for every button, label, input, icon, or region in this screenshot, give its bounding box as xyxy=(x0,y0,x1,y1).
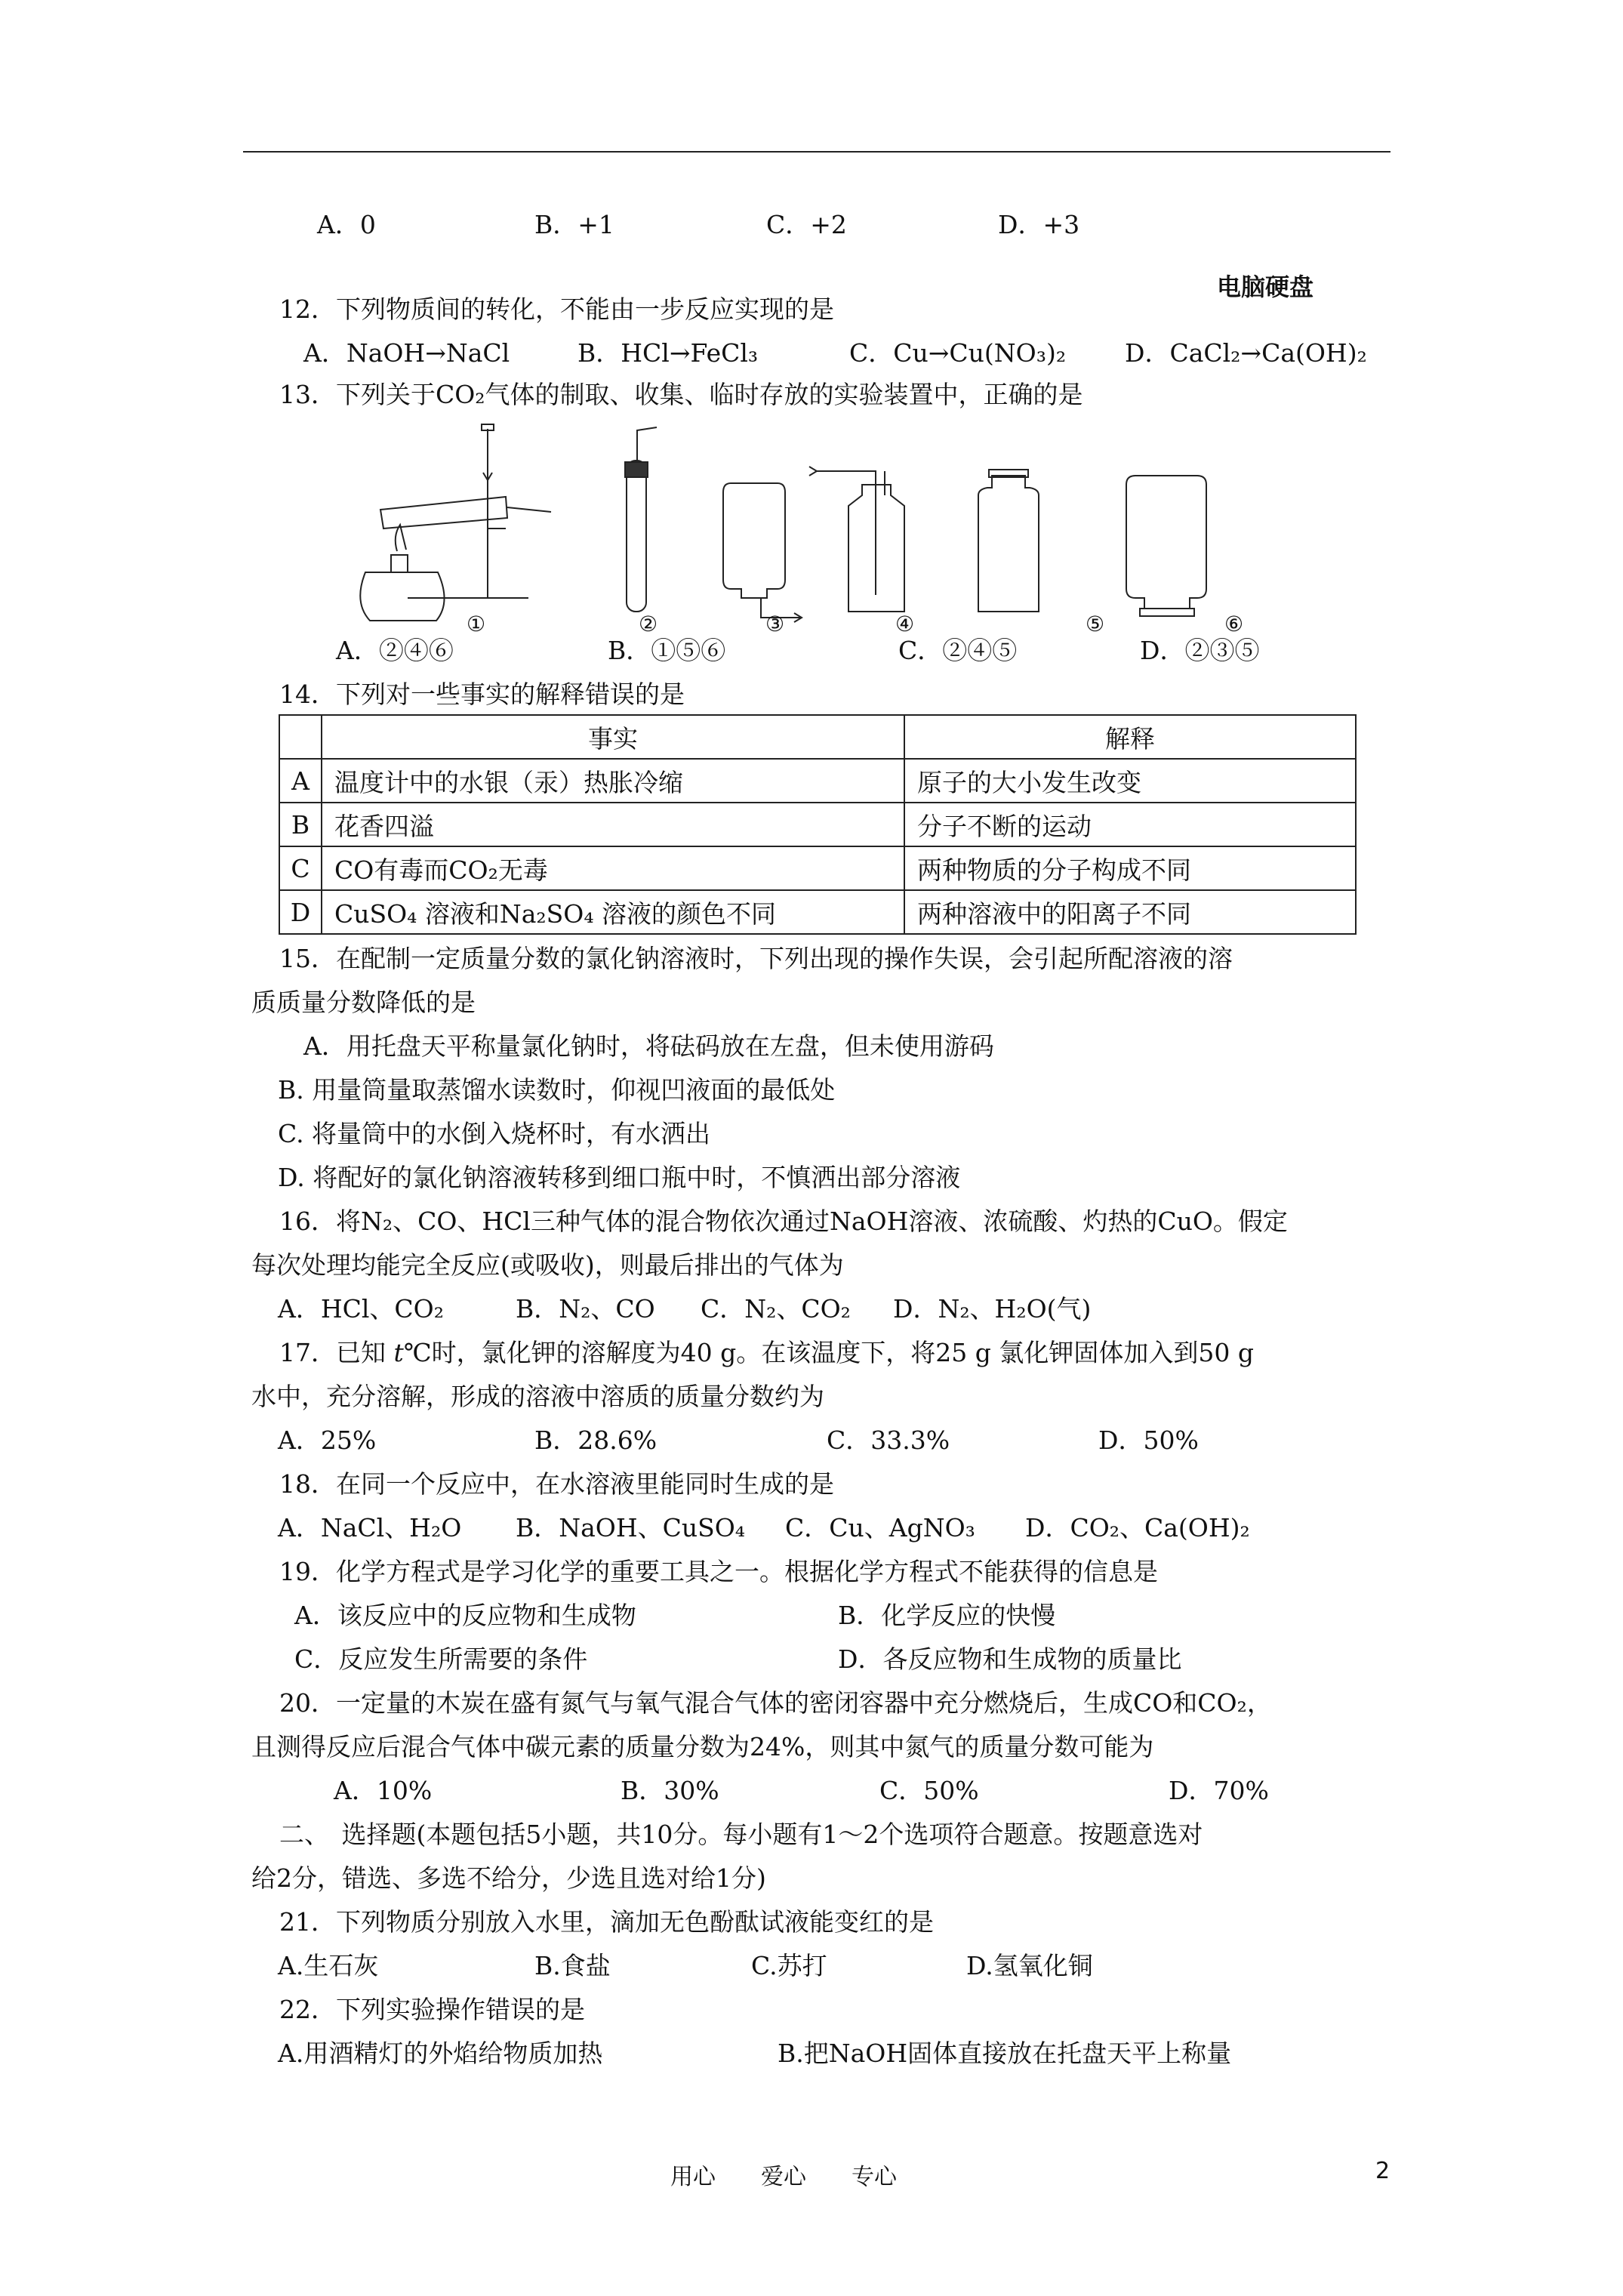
q16-option-a: A．HCl、CO₂ xyxy=(278,1294,444,1324)
q22-option-a: A.用酒精灯的外焰给物质加热 xyxy=(278,2039,603,2068)
q15-option-c: C. 将量筒中的水倒入烧杯时，有水洒出 xyxy=(278,1119,711,1148)
q17-stem-line1 xyxy=(279,1338,1254,1368)
q20-option-a: A．10% xyxy=(334,1776,433,1805)
row-explain: 两种溶液中的阳离子不同 xyxy=(904,890,1356,934)
q18-option-d: D．CO₂、Ca(OH)₂ xyxy=(1025,1513,1250,1542)
q17-stem-line2: 水中，充分溶解，形成的溶液中溶质的质量分数约为 xyxy=(251,1382,824,1411)
q18-option-c: C．Cu、AgNO₃ xyxy=(785,1513,975,1542)
q19-option-a: A．该反应中的反应物和生成物 xyxy=(294,1601,636,1630)
table-header-explain: 解释 xyxy=(904,715,1356,759)
header-rule xyxy=(243,151,1390,153)
q14-stem: 14．下列对一些事实的解释错误的是 xyxy=(279,680,685,709)
q16-stem-line2: 每次处理均能完全反应(或吸收)，则最后排出的气体为 xyxy=(251,1250,844,1280)
row-key: B xyxy=(279,803,322,846)
apparatus-label-2: ② xyxy=(639,612,658,636)
row-explain: 原子的大小发生改变 xyxy=(904,759,1356,803)
q18-stem: 18．在同一个反应中，在水溶液里能同时生成的是 xyxy=(279,1469,834,1499)
q12-option-b: B．HCl→FeCl₃ xyxy=(577,338,759,368)
row-explain: 两种物质的分子构成不同 xyxy=(904,846,1356,890)
row-fact: 花香四溢 xyxy=(322,803,904,846)
row-fact: 温度计中的水银（汞）热胀冷缩 xyxy=(322,759,904,803)
row-fact: CuSO₄ 溶液和Na₂SO₄ 溶液的颜色不同 xyxy=(322,890,904,934)
apparatus-label-6: ⑥ xyxy=(1224,612,1244,636)
q11-option-a: A．0 xyxy=(317,210,376,239)
row-key: A xyxy=(279,759,322,803)
q15-stem-line2: 质质量分数降低的是 xyxy=(251,988,476,1017)
row-key: D xyxy=(279,890,322,934)
row-fact: CO有毒而CO₂无毒 xyxy=(322,846,904,890)
q13-option-a: A．②④⑥ xyxy=(336,636,454,665)
row-explain: 分子不断的运动 xyxy=(904,803,1356,846)
q17-variable-t: t xyxy=(393,1338,404,1367)
q18-option-b: B．NaOH、CuSO₄ xyxy=(516,1513,746,1542)
q17-option-a: A．25% xyxy=(278,1425,377,1455)
apparatus-3-inverted-bottle xyxy=(723,483,802,622)
q13-option-b: B．①⑤⑥ xyxy=(608,636,726,665)
apparatus-drawing xyxy=(347,423,1283,642)
row-key: C xyxy=(279,846,322,890)
q11-option-b: B．+1 xyxy=(534,210,614,239)
q17-option-c: C．33.3% xyxy=(827,1425,950,1455)
apparatus-label-1: ① xyxy=(467,612,486,636)
q16-stem-line1: 16．将N₂、CO、HCl三种气体的混合物依次通过NaOH溶液、浓硫酸、灼热的CuO。假定 xyxy=(279,1207,1288,1236)
apparatus-5-upright-bottle xyxy=(978,470,1039,612)
q17-option-d: D．50% xyxy=(1098,1425,1199,1455)
q11-option-c: C．+2 xyxy=(766,210,847,239)
apparatus-label-4: ④ xyxy=(895,612,915,636)
facts-table xyxy=(279,714,1357,935)
q20-stem-line2: 且测得反应后混合气体中碳元素的质量分数为24%，则其中氮气的质量分数可能为 xyxy=(251,1732,1154,1761)
table-row xyxy=(279,759,1356,803)
q12-option-d: D．CaCl₂→Ca(OH)₂ xyxy=(1125,338,1367,368)
q20-stem-line1: 20．一定量的木炭在盛有氮气与氧气混合气体的密闭容器中充分燃烧后，生成CO和CO₂， xyxy=(279,1688,1272,1718)
apparatus-label-5: ⑤ xyxy=(1086,612,1105,636)
q22-option-b: B.把NaOH固体直接放在托盘天平上称量 xyxy=(778,2039,1232,2068)
table-row xyxy=(279,846,1356,890)
q11-option-d: D．+3 xyxy=(998,210,1080,239)
apparatus-6-inverted-bottle xyxy=(1126,476,1206,616)
q17-stem-prefix: 17．已知 xyxy=(279,1338,394,1367)
q19-option-d: D．各反应物和生成物的质量比 xyxy=(838,1644,1182,1674)
header-brand: 电脑硬盘 xyxy=(1217,273,1314,301)
q12-option-c: C．Cu→Cu(NO₃)₂ xyxy=(849,338,1067,368)
apparatus-label-3: ③ xyxy=(765,612,785,636)
footer-motto: 用心 爱心 专心 xyxy=(670,2164,897,2190)
q21-option-c: C.苏打 xyxy=(751,1951,827,1980)
table-header-key xyxy=(279,715,322,759)
q20-option-c: C．50% xyxy=(879,1776,979,1805)
apparatus-2-test-tube xyxy=(625,427,657,612)
apparatus-1-heating-setup xyxy=(360,424,551,621)
q21-option-a: A.生石灰 xyxy=(278,1951,379,1980)
section2-heading-line1: 二、 选择题(本题包括5小题，共10分。每小题有1～2个选项符合题意。按题意选对 xyxy=(279,1820,1203,1849)
q20-option-d: D．70% xyxy=(1169,1776,1269,1805)
table-header-fact: 事实 xyxy=(322,715,904,759)
page-number: 2 xyxy=(1375,2158,1390,2184)
q22-stem: 22．下列实验操作错误的是 xyxy=(279,1995,585,2024)
apparatus-figure xyxy=(347,423,1283,642)
q13-stem: 13．下列关于CO₂气体的制取、收集、临时存放的实验装置中，正确的是 xyxy=(279,380,1083,409)
q15-stem-line1: 15．在配制一定质量分数的氯化钠溶液时，下列出现的操作失误，会引起所配溶液的溶 xyxy=(279,944,1233,973)
table-header-row xyxy=(279,715,1356,759)
q19-option-b: B．化学反应的快慢 xyxy=(838,1601,1056,1630)
q17-stem-rest: ℃时，氯化钾的溶解度为40 g。在该温度下，将25 g 氯化钾固体加入到50 g xyxy=(403,1338,1254,1367)
q13-option-c: C．②④⑤ xyxy=(898,636,1018,665)
q17-option-b: B．28.6% xyxy=(534,1425,658,1455)
q12-stem: 12．下列物质间的转化，不能由一步反应实现的是 xyxy=(279,294,834,324)
q20-option-b: B．30% xyxy=(621,1776,719,1805)
q18-option-a: A．NaCl、H₂O xyxy=(278,1513,462,1542)
q15-option-a: A．用托盘天平称量氯化钠时，将砝码放在左盘，但未使用游码 xyxy=(303,1031,994,1061)
q13-option-d: D．②③⑤ xyxy=(1140,636,1260,665)
q16-option-d: D．N₂、H₂O(气) xyxy=(893,1294,1092,1324)
q15-option-b: B. 用量筒量取蒸馏水读数时，仰视凹液面的最低处 xyxy=(278,1075,836,1105)
q16-option-c: C．N₂、CO₂ xyxy=(701,1294,851,1324)
q12-option-a: A．NaOH→NaCl xyxy=(303,338,510,368)
q16-option-b: B．N₂、CO xyxy=(516,1294,655,1324)
q19-option-c: C．反应发生所需要的条件 xyxy=(294,1644,588,1674)
q21-option-b: B.食盐 xyxy=(534,1951,611,1980)
table-row xyxy=(279,890,1356,934)
apparatus-4-gas-bottle xyxy=(809,467,904,612)
section2-heading-line2: 给2分，错选、多选不给分，少选且选对给1分) xyxy=(251,1863,766,1893)
q19-stem: 19．化学方程式是学习化学的重要工具之一。根据化学方程式不能获得的信息是 xyxy=(279,1557,1158,1586)
q21-option-d: D.氢氧化铜 xyxy=(966,1951,1093,1980)
q15-option-d: D. 将配好的氯化钠溶液转移到细口瓶中时，不慎洒出部分溶液 xyxy=(278,1163,961,1192)
q21-stem: 21．下列物质分别放入水里，滴加无色酚酞试液能变红的是 xyxy=(279,1907,934,1937)
table-row xyxy=(279,803,1356,846)
